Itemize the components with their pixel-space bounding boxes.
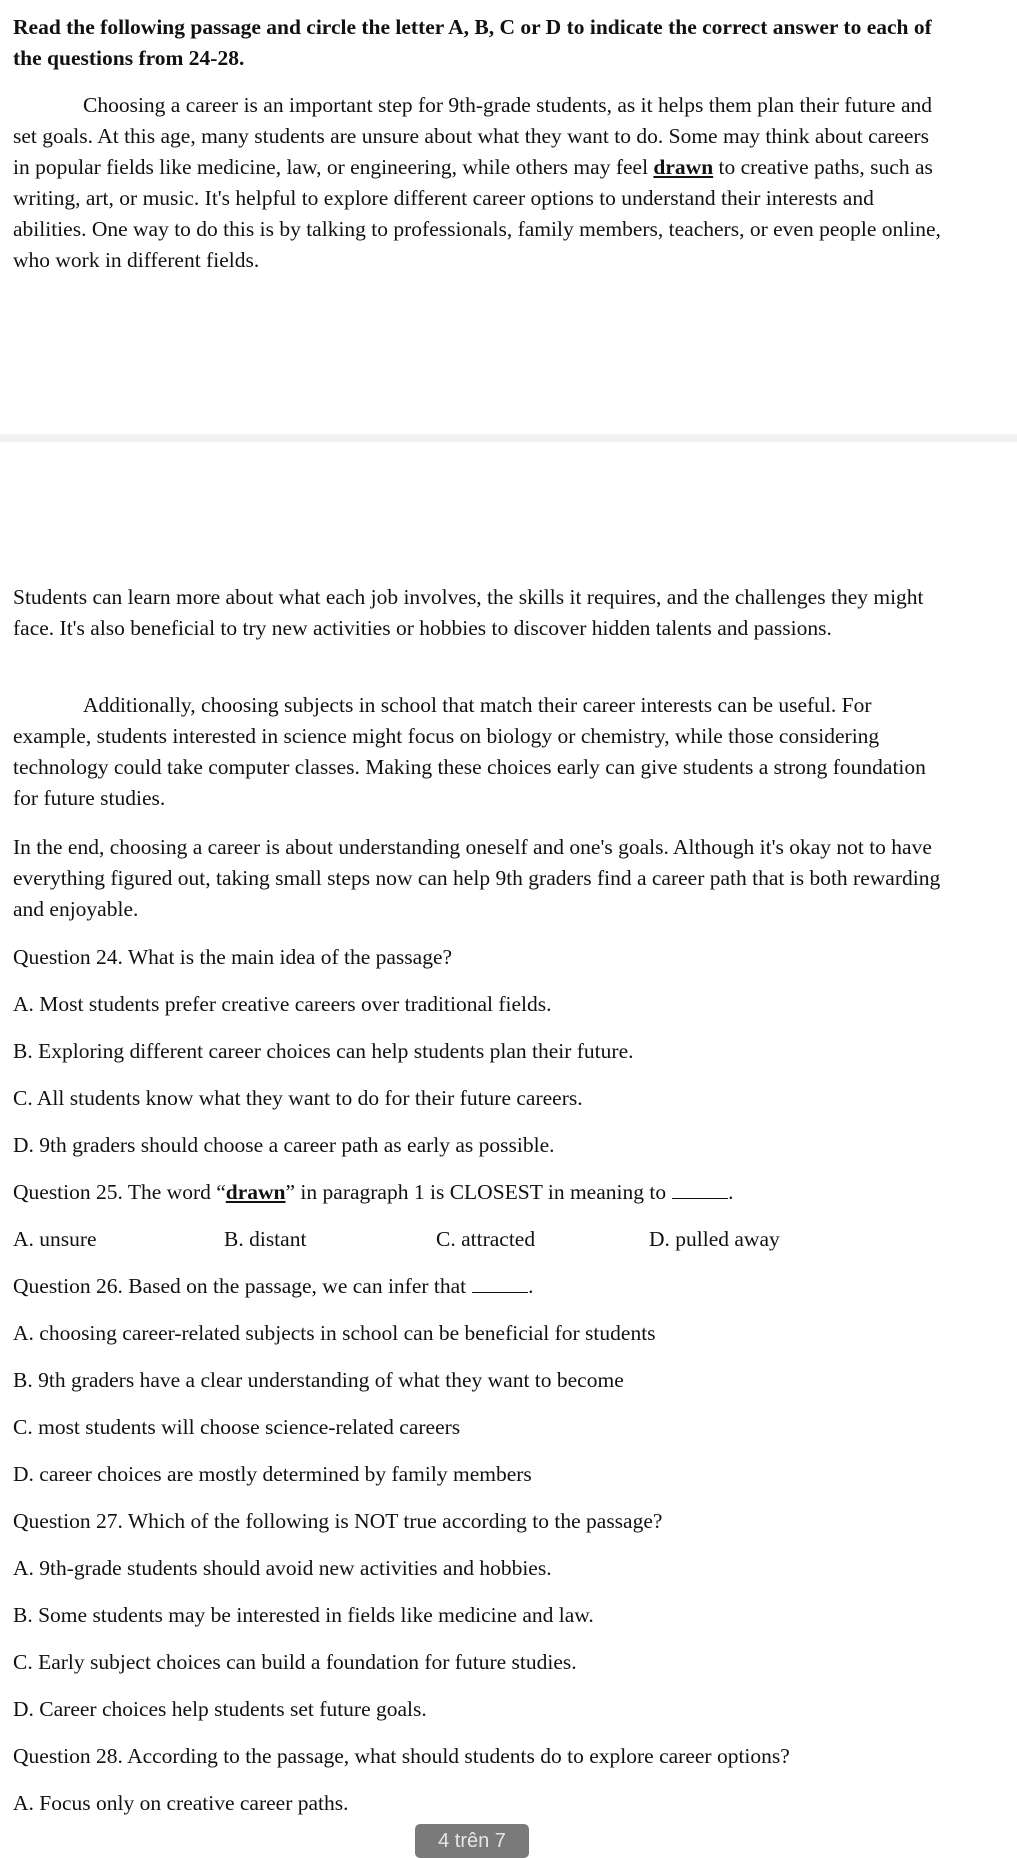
q25-stem-start: Question 25. The word “ bbox=[13, 1180, 226, 1204]
passage-paragraph-1 bbox=[13, 90, 948, 276]
passage-paragraph-3: Additionally, choosing subjects in school that match their career interests can be useful. For example, students interested in science might focus on biology or chemistry, while those considering technology could take computer classes. Making these choices early can give students a strong foundation for future studies. bbox=[13, 693, 926, 810]
answer-blank bbox=[672, 1180, 728, 1199]
question-26-option-d: D. career choices are mostly determined by family members bbox=[13, 1462, 532, 1486]
question-26-option-b: B. 9th graders have a clear understanding of what they want to become bbox=[13, 1368, 624, 1392]
question-24-option-c: C. All students know what they want to do for their future careers. bbox=[13, 1086, 583, 1110]
instruction-heading: Read the following passage and circle the letter A, B, C or D to indicate the correct answer to each of the questions from 24-28. bbox=[13, 15, 932, 70]
q25-stem-period: . bbox=[728, 1180, 734, 1204]
question-26-option-a: A. choosing career-related subjects in school can be beneficial for students bbox=[13, 1321, 656, 1345]
question-24-option-b: B. Exploring different career choices can help students plan their future. bbox=[13, 1039, 634, 1063]
answer-blank bbox=[472, 1274, 528, 1293]
question-24-stem: Question 24. What is the main idea of the passage? bbox=[13, 945, 453, 969]
question-25-option-a: A. unsure bbox=[13, 1227, 97, 1251]
question-28-stem: Question 28. According to the passage, what should students do to explore career options? bbox=[13, 1744, 790, 1768]
question-27-stem: Question 27. Which of the following is NOT true according to the passage? bbox=[13, 1509, 663, 1533]
question-25-stem bbox=[13, 1177, 733, 1208]
question-25-options bbox=[13, 1224, 948, 1255]
q25-stem-end: ” in paragraph 1 is CLOSEST in meaning to bbox=[285, 1180, 667, 1204]
question-25-option-d: D. pulled away bbox=[649, 1227, 780, 1251]
q25-word: drawn bbox=[225, 1180, 286, 1204]
question-26-stem bbox=[13, 1271, 534, 1302]
question-24-option-a: A. Most students prefer creative careers over traditional fields. bbox=[13, 992, 552, 1016]
question-26-option-c: C. most students will choose science-related careers bbox=[13, 1415, 461, 1439]
question-27-option-a: A. 9th-grade students should avoid new activities and hobbies. bbox=[13, 1556, 552, 1580]
question-24-option-d: D. 9th graders should choose a career path as early as possible. bbox=[13, 1133, 555, 1157]
passage-p1-start: Choosing a career is an important step for 9th-grade students, as it helps them plan their future and set goals. At this age, many students are unsure about what they want to do. Some may think about careers in popular fields like medicine, law, or engineering, while others may feel bbox=[13, 93, 933, 179]
question-25-option-b: B. distant bbox=[224, 1227, 307, 1251]
passage-paragraph-4: In the end, choosing a career is about understanding oneself and one's goals. Although it's okay not to have everything figured out, taking small steps now can help 9th graders find a career path that is both rewarding and enjoyable. bbox=[13, 835, 941, 921]
q26-stem-text: Question 26. Based on the passage, we can infer that bbox=[13, 1274, 467, 1298]
passage-p1-end: to creative paths, such as writing, art, or music. It's helpful to explore different career options to understand their interests and abilities. One way to do this is by talking to professionals, family members, teachers, or even people online, who work in different fields. bbox=[13, 155, 941, 272]
question-27-option-d: D. Career choices help students set future goals. bbox=[13, 1697, 427, 1721]
q26-stem-period: . bbox=[528, 1274, 534, 1298]
question-27-option-b: B. Some students may be interested in fields like medicine and law. bbox=[13, 1603, 594, 1627]
passage-paragraph-2: Students can learn more about what each job involves, the skills it requires, and the challenges they might face. It's also beneficial to try new activities or hobbies to discover hidden talents and passions. bbox=[13, 585, 924, 640]
page-separator bbox=[0, 434, 1017, 442]
highlighted-word-drawn: drawn bbox=[653, 155, 714, 179]
question-25-option-c: C. attracted bbox=[436, 1227, 536, 1251]
page-indicator[interactable]: 4 trên 7 bbox=[415, 1824, 529, 1858]
question-28-option-a: A. Focus only on creative career paths. bbox=[13, 1791, 349, 1815]
question-27-option-c: C. Early subject choices can build a foundation for future studies. bbox=[13, 1650, 577, 1674]
